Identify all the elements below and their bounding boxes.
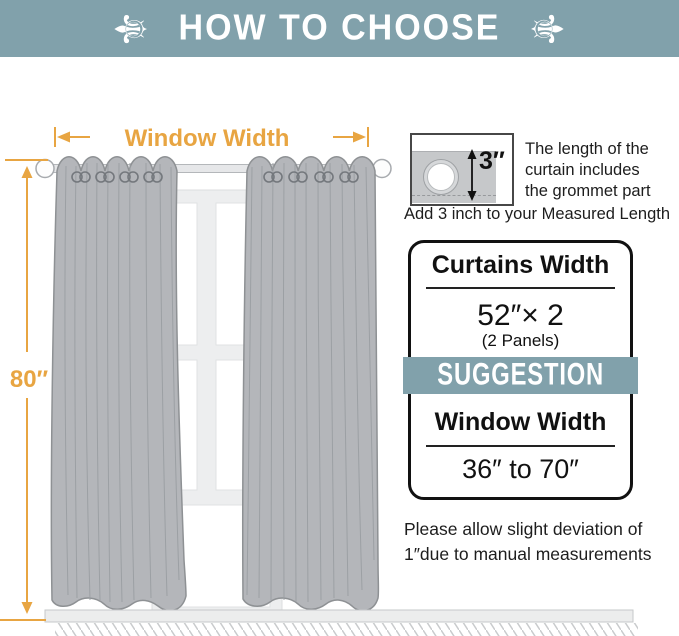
arrow-right-icon — [353, 132, 366, 143]
rod-finial — [36, 160, 54, 178]
curtains-width-value: 52″× 2 — [477, 299, 564, 332]
deviation-footnote: Please allow slight deviation of 1″due to manual measurements — [404, 519, 652, 564]
grommet-depth-label: 3″ — [479, 147, 505, 175]
divider — [426, 287, 614, 289]
grommet-ring-icon — [423, 159, 459, 195]
grommet-detail-box — [410, 133, 514, 206]
stitch-dotted-line — [412, 195, 496, 196]
header-banner — [0, 0, 679, 57]
size-suggestion-table — [408, 240, 633, 500]
right-curtain-panel — [243, 157, 379, 611]
curtain-height-measure — [0, 160, 49, 620]
window-width-value: 36″ to 70″ — [462, 454, 579, 484]
fleur-de-lis-icon: ⚜ — [106, 8, 158, 49]
window-width-label: Window Width — [124, 125, 290, 152]
floor — [45, 610, 638, 636]
curtain-height-label: 80″ — [9, 366, 49, 393]
window-width-header: Window Width — [434, 408, 607, 436]
arrow-down-icon — [22, 602, 33, 614]
window-width-measure — [55, 125, 368, 152]
floor-hatching — [55, 623, 638, 636]
left-curtain-panel — [51, 157, 186, 611]
divider — [426, 445, 614, 447]
curtains-width-header: Curtains Width — [431, 251, 610, 279]
suggestion-band — [403, 357, 638, 394]
double-arrow-icon — [464, 135, 480, 204]
add-length-note: Add 3 inch to your Measured Length — [404, 205, 671, 223]
grommet-caption: The length of the curtain includes the grommet part — [525, 140, 651, 200]
arrow-up-icon — [22, 166, 33, 178]
arrow-left-icon — [57, 132, 70, 143]
suggestion-label: SUGGESTION — [437, 357, 604, 393]
panels-note: (2 Panels) — [481, 331, 560, 350]
page-title: HOW TO CHOOSE — [178, 8, 501, 48]
fleur-de-lis-icon: ⚜ — [521, 8, 573, 49]
